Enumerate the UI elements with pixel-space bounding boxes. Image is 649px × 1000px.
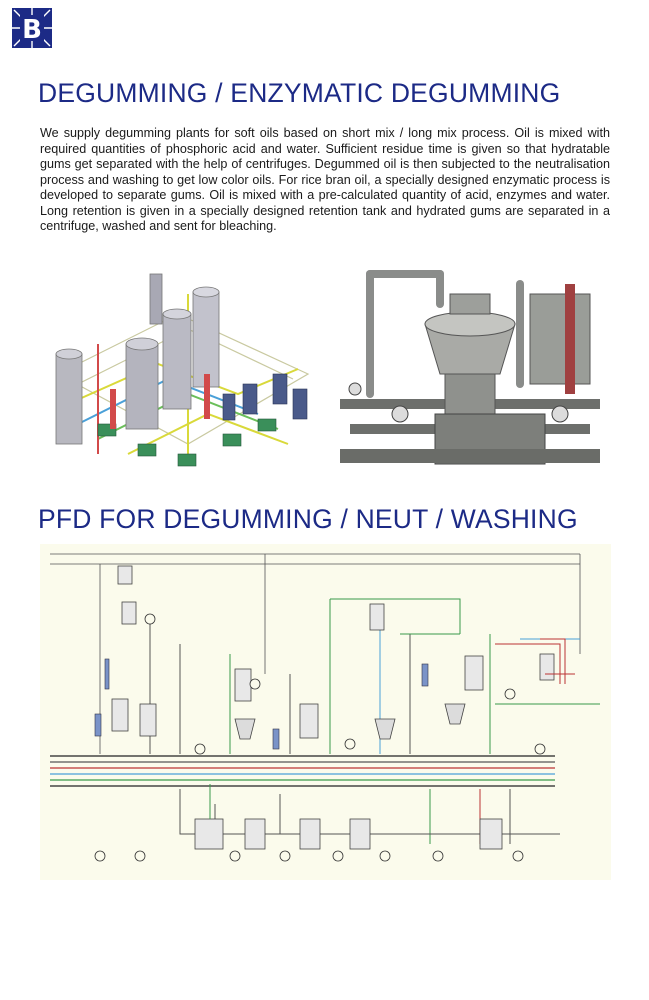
- section-title-degumming: DEGUMMING / ENZYMATIC DEGUMMING: [38, 78, 561, 108]
- centrifuge-photo: [330, 254, 610, 488]
- degumming-description: We supply degumming plants for soft oils based on short mix / long mix process. Oil is mixed with required quantities of phosphoric acid and water. Sufficient residue time is given so that hydratable gums get separated with the help of centrifuges. Degummed oil is then subjected to the neutralisation process and washing to get low color oils. For rice bran oil, a specially designed enzymatic process is developed to separate gums. Oil is mixed with a pre-calculated quantity of acid, enzymes and water. Long retention is given in a specially designed retention tank and hydrated gums are separated in a centrifuge, washed and sent for bleaching.: [40, 126, 610, 233]
- company-logo: [12, 8, 52, 48]
- logo-letter: B: [22, 15, 42, 45]
- section-title-pfd: PFD FOR DEGUMMING / NEUT / WASHING: [38, 504, 578, 534]
- pfd-diagram: [40, 544, 611, 880]
- plant-3d-image: [38, 254, 327, 488]
